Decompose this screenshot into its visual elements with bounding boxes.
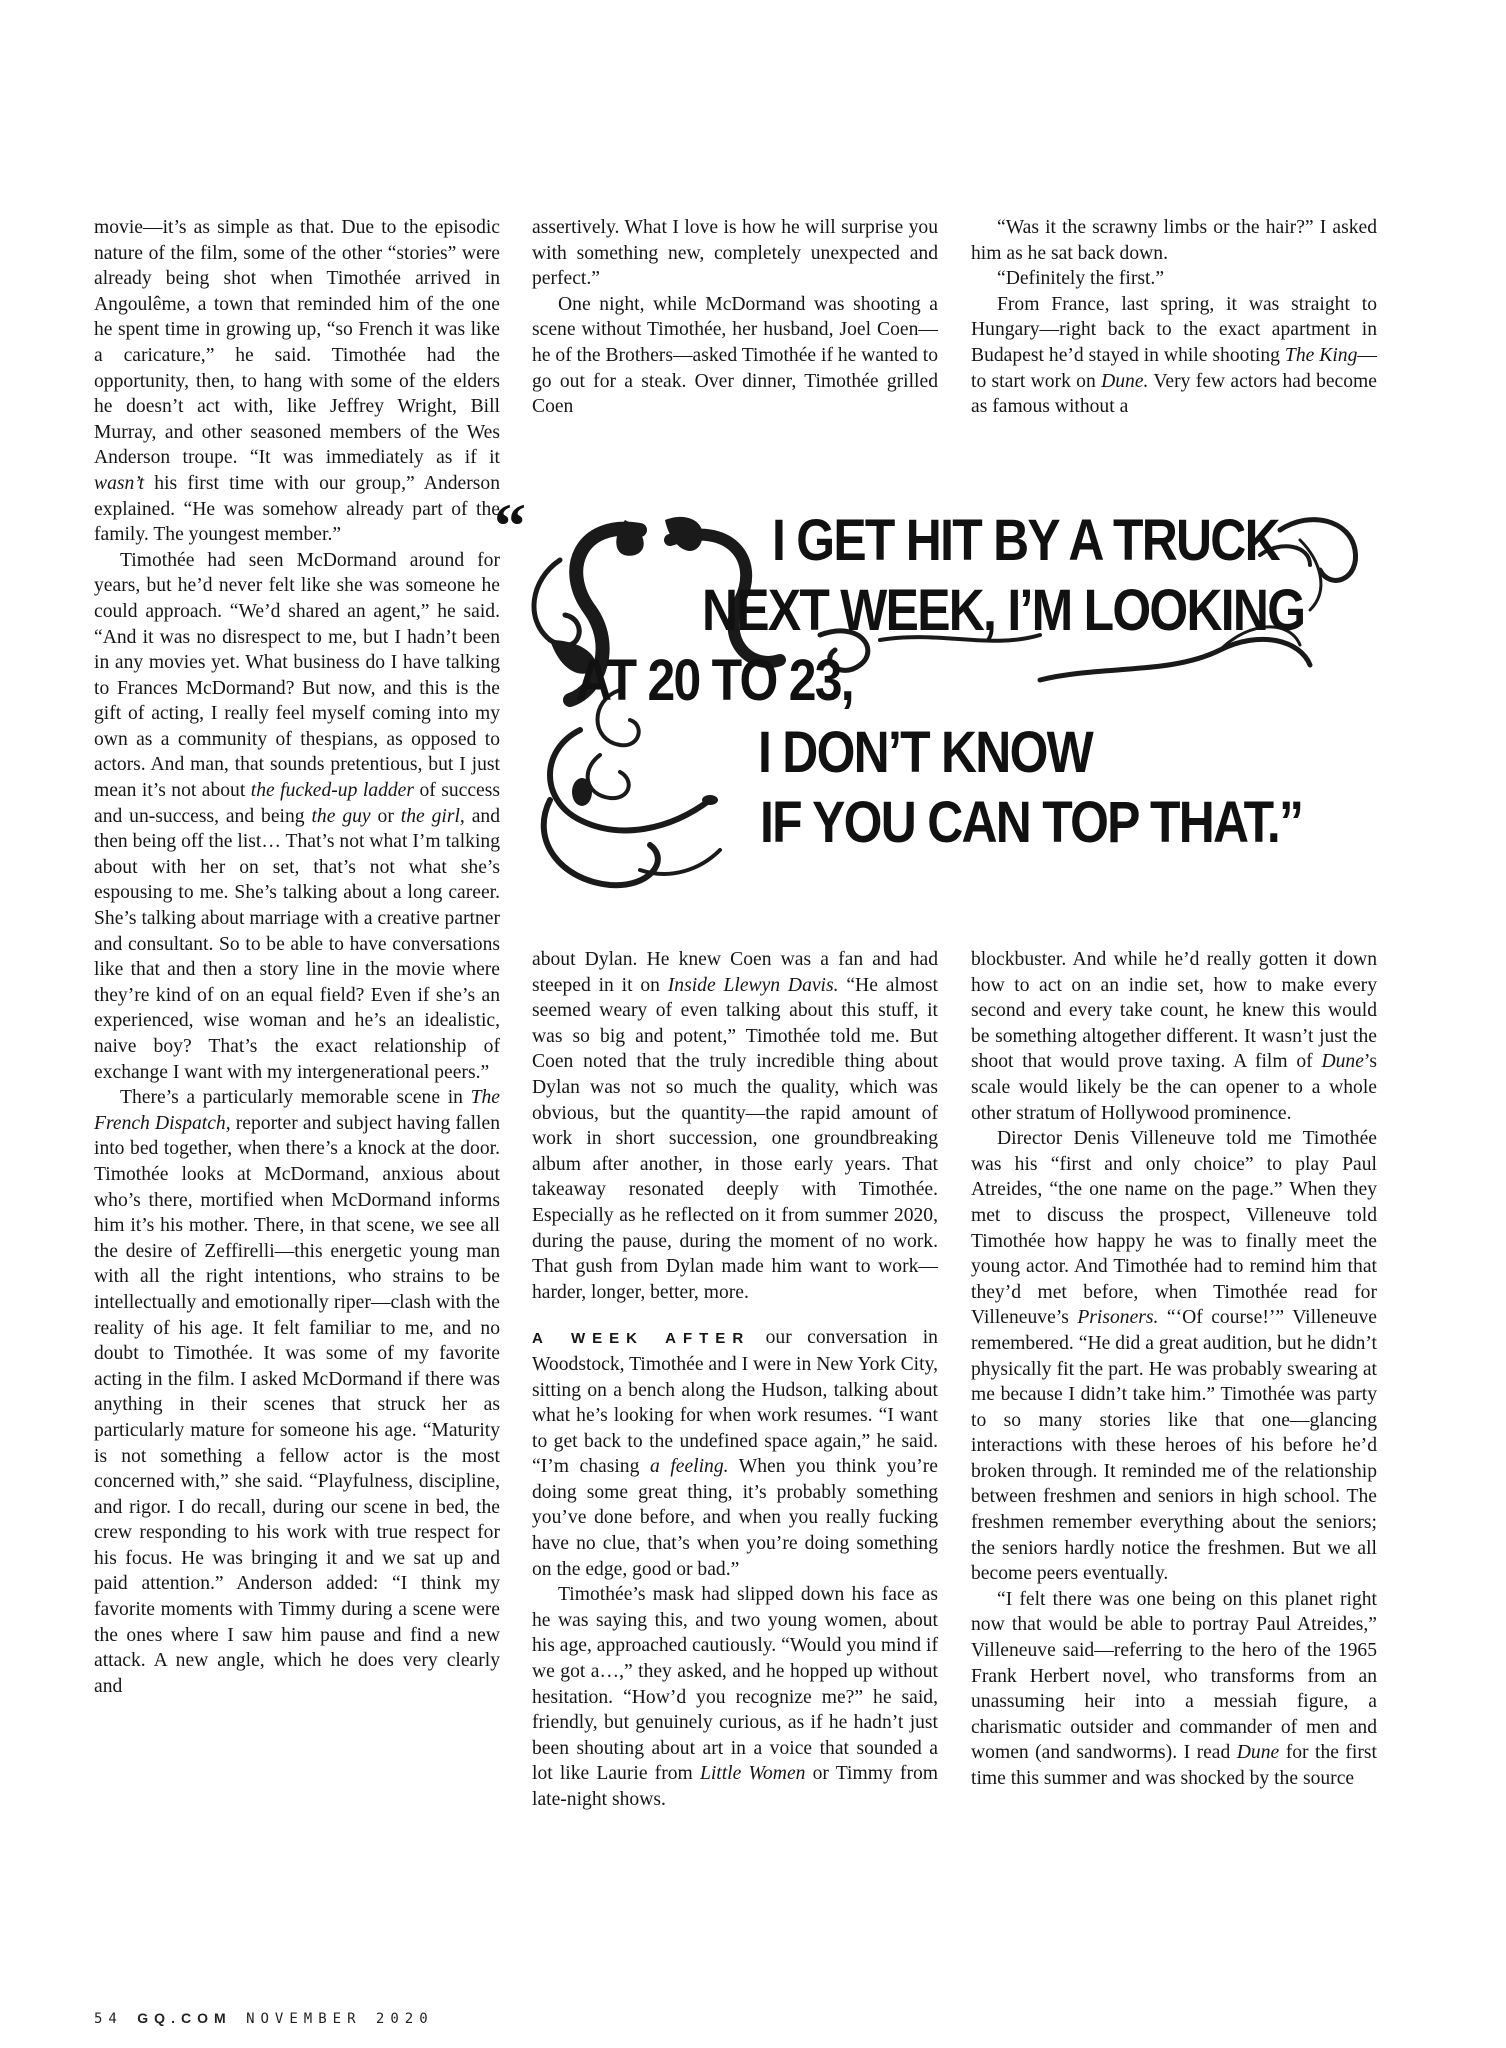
paragraph: One night, while McDormand was shooting a scene without Timothée, her husband, Joel Coen—he of the Brothers—asked Timothée if he wanted to go out for a steak. Over dinner, Timothée grilled Coen [532,293,938,418]
pull-quote-line-1: I GET HIT BY A TRUCK [772,508,1279,573]
issue-date: NOVEMBER 2020 [246,2011,434,2027]
paragraph: Timothée’s mask had slipped down his face as he was saying this, and two young women, about his age, approached cautiously. “Would you mind if we got a…,” they asked, and he hopped up without hesitation. “How’d you recognize me?” he said, friendly, but genuinely curious, as if he hadn’t just been shouting about art in a voice that sounded a lot like Laurie from Little Women or Timmy from late-night shows. [532,1584,939,1810]
pull-quote [494,490,1400,900]
paragraph: A WEEK AFTER our conversation in Woodstock, Timothée and I were in New York City, sitting on a bench along the Hudson, talking about what he’s looking for when work resumes. “I want to get back to the undefined space again,” he said. “I’m chasing a feeling. When you think you’re doing some great thing, it’s probably something you’ve done before, and when you really fucking have no clue, that’s when you’re doing something on the edge, good or bad.” [532,1327,938,1580]
paragraph: “Definitely the first.” [997,268,1165,290]
paragraph: There’s a particularly memorable scene in The French Dispatch, reporter and subject having fallen into bed together, when there’s a knock at the door. Timothée looks at McDormand, anxious about who’s there, mortified when McDormand informs him it’s his mother. There, in that scene, we see all the desire of Zeffirelli—this energetic young man with all the right intentions, who strains to be intellectually and emotionally riper—clash with the reality of his age. It felt familiar to me, and no doubt to Timothée. It was some of my favorite acting in the film. I asked McDormand if there was anything in their scenes that struck her as particularly mature for someone his age. “Maturity is not something a fellow actor is the most concerned with,” she said. “Playfulness, discipline, and rigor. I do recall, during our scene in bed, the crew responding to his work with true respect for his focus. He was bringing it and we sat up and paid attention.” Anderson added: “I think my favorite moments with Timmy during a scene were the ones where I saw him pause and find a new attack. A new angle, which he does very clearly and [94,1087,500,1697]
paragraph: Timothée had seen McDormand around for years, but he’d never felt like she was someone he could approach. “We’d shared an agent,” he said. “And it was no disrespect to me, but I hadn’t been in any movies yet. What business do I have talking to Frances McDormand? But now, and this is the gift of acting, I really feel myself coming into my own as a community of thespians, as opposed to actors. And man, that sounds pretentious, but I just mean it’s not about the fucked-up ladder of success and un-success, and being the guy or the girl, and then being off the list… That’s not what I’m talking about with her on set, that’s not what she’s espousing to me. She’s talking about a long career. She’s talking about marriage with a creative partner and consultant. So to be able to have conversations like that and then a story line in the movie where they’re kind of on an equal field? Even if she’s an experienced, wise woman and he’s an idealistic, naive boy? That’s the exact relationship of exchange I want with my intergenerational peers.” [94,549,501,1083]
page-footer [94,2010,434,2027]
article-column-3-bottom [971,947,1377,1792]
pull-quote-line-3: AT 20 TO 23, [576,648,853,713]
pull-quote-line-4: I DON’T KNOW [758,720,1093,785]
paragraph: Director Denis Villeneuve told me Timothée was his “first and only choice” to play Paul Atreides, “the one name on the page.” When they met to discuss the prospect, Villeneuve told Timothée how happy he was to finally meet the young actor. And Timothée had to remind him that they’d met before, when Timothée read for Villeneuve’s Prisoners. “‘Of course!’” Villeneuve remembered. “He did a great audition, but he didn’t physically fit the part. He was probably swearing at me because I didn’t take him.” Timothée was party to so many stories like that one—glancing interactions with these heroes of his before he’d broken through. It reminded me of the relationship between freshmen and seniors in high school. The freshmen remember everything about the seniors; the seniors hardly notice the freshmen. But we all become peers eventually. [971,1128,1377,1585]
pull-quote-line-5: IF YOU CAN TOP THAT.” [760,790,1303,855]
paragraph: blockbuster. And while he’d really gotten it down how to act on an indie set, how to make every second and every take count, he knew this would be something altogether different. It wasn’t just the shoot that would prove taxing. A film of Dune’s scale would likely be the can opener to a whole other stratum of Hollywood prominence. [971,949,1377,1124]
paragraph: “Was it the scrawny limbs or the hair?” I asked him as he sat back down. [971,217,1377,264]
article-column-3-top [971,215,1377,420]
article-column-2-top [532,215,938,420]
article-column-2-bottom [532,947,938,1813]
pull-quote-line-2: NEXT WEEK, I’M LOOKING [702,578,1305,643]
page-number: 54 [94,2011,123,2027]
paragraph: From France, last spring, it was straight to Hungary—right back to the exact apartment in Budapest he’d stayed in while shooting The King—to start work on Dune. Very few actors had become as famous without a [971,293,1377,418]
open-quote-mark: “ [494,490,526,561]
site-name: GQ.COM [137,2010,232,2026]
paragraph: “I felt there was one being on this planet right now that would be able to portray Paul Atreides,” Villeneuve said—referring to the hero of the 1965 Frank Herbert novel, who transforms from an unassuming heir into a messiah figure, a charismatic outsider and commander of men and women (and sandworms). I read Dune for the first time this summer and was shocked by the source [971,1588,1377,1789]
paragraph: about Dylan. He knew Coen was a fan and had steeped in it on Inside Llewyn Davis. “He almost seemed weary of even talking about this stuff, it was so big and potent,” Timothée told me. But Coen noted that the truly incredible thing about Dylan was not so much the quality, which was obvious, but the quantity—the rapid amount of work in short succession, one groundbreaking album after another, in those early years. That takeaway resonated deeply with Timothée. Especially as he reflected on it from summer 2020, during the pause, during the moment of no work. That gush from Dylan made him want to work—harder, longer, better, more. [532,949,938,1303]
section-kicker: A WEEK AFTER [532,1330,751,1348]
paragraph: assertively. What I love is how he will surprise you with something new, completely unexpected and perfect.” [532,217,938,290]
article-column-1 [94,215,500,1699]
paragraph: movie—it’s as simple as that. Due to the episodic nature of the film, some of the other “stories” were already being shot when Timothée arrived in Angoulême, a town that reminded him of the one he spent time in growing up, “so French it was like a caricature,” he said. Timothée had the opportunity, then, to hang with some of the elders he doesn’t act with, like Jeffrey Wright, Bill Murray, and other seasoned members of the Wes Anderson troupe. “It was immediately as if it wasn’t his first time with our group,” Anderson explained. “He was somehow already part of the family. The youngest member.” [94,217,500,546]
